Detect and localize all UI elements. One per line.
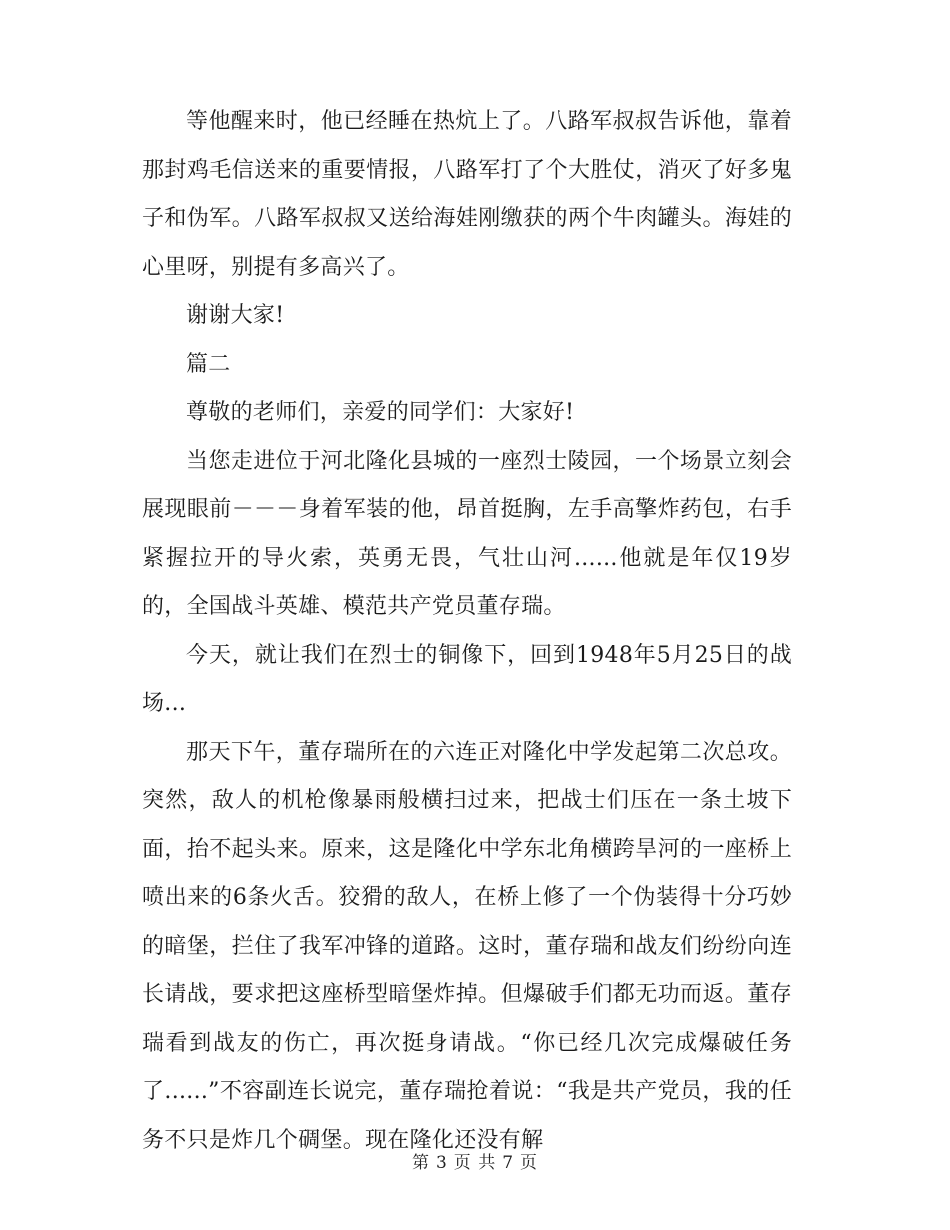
footer-prefix: 第 bbox=[411, 1153, 430, 1173]
document-body bbox=[142, 98, 792, 1165]
footer-middle: 页 共 bbox=[453, 1153, 497, 1173]
footer-suffix: 页 bbox=[520, 1153, 539, 1173]
paragraph: 那天下午，董存瑞所在的六连正对隆化中学发起第二次总攻。突然，敌人的机枪像暴雨般横扫过来，把战士们压在一条土坡下面，抬不起头来。原来，这是隆化中学东北角横跨旱河的一座桥上喷出来的6条火舌。狡猾的敌人，在桥上修了一个伪装得十分巧妙的暗堡，拦住了我军冲锋的道路。这时，董存瑞和战友们纷纷向连长请战，要求把这座桥型暗堡炸掉。但爆破手们都无功而返。董存瑞看到战友的伤亡，再次挺身请战。“你已经几次完成爆破任务了......”不容副连长说完，董存瑞抢着说：“我是共产党员，我的任务不只是炸几个碉堡。现在隆化还没有解 bbox=[142, 739, 792, 1153]
paragraph: 当您走进位于河北隆化县城的一座烈士陵园，一个场景立刻会展现眼前－－－身着军装的他，昂首挺胸，左手高擎炸药包，右手紧握拉开的导火索，英勇无畏，气壮山河......他就是年仅19岁的，全国战斗英雄、模范共产党员董存瑞。 bbox=[142, 448, 792, 619]
footer-total-pages: 7 bbox=[502, 1153, 515, 1173]
section-heading: 篇二 bbox=[186, 351, 231, 377]
paragraph: 谢谢大家! bbox=[186, 303, 285, 328]
page-footer bbox=[0, 1148, 950, 1173]
paragraph: 等他醒来时，他已经睡在热炕上了。八路军叔叔告诉他，靠着那封鸡毛信送来的重要情报，八路军打了个大胜仗，消灭了好多鬼子和伪军。八路军叔叔又送给海娃刚缴获的两个牛肉罐头。海娃的心里呀，别提有多高兴了。 bbox=[142, 109, 792, 280]
footer-current-page: 3 bbox=[435, 1153, 448, 1173]
paragraph: 今天，就让我们在烈士的铜像下，回到1948年5月25日的战场... bbox=[142, 642, 792, 716]
greeting: 尊敬的老师们，亲爱的同学们：大家好! bbox=[186, 400, 575, 425]
